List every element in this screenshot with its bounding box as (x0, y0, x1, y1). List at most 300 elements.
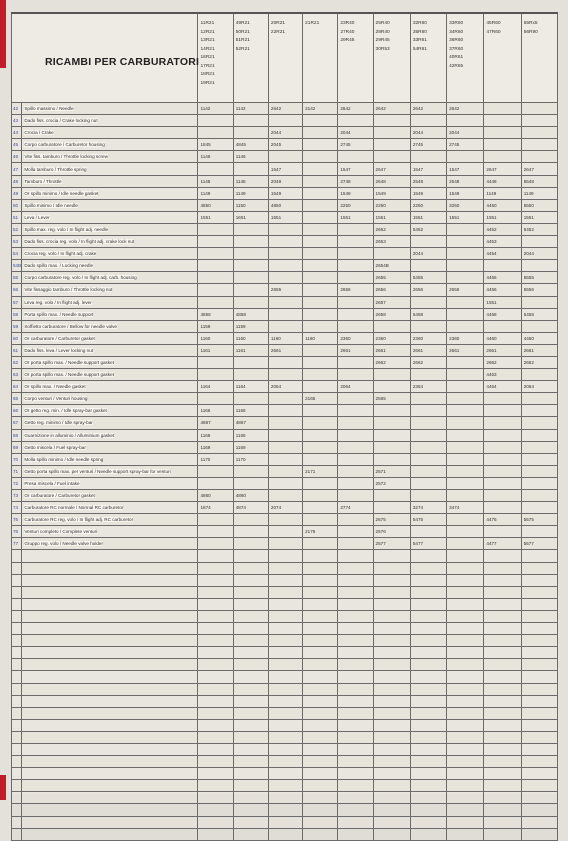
part-code-cell (521, 441, 557, 453)
row-description (22, 320, 198, 332)
table-row (12, 127, 558, 139)
part-code-cell: 2662 (521, 356, 557, 368)
part-code-cell (447, 526, 484, 538)
part-code-cell: 1149 (521, 187, 557, 199)
row-number: 52 (12, 223, 22, 235)
part-code-cell: 2656 (338, 284, 373, 296)
part-code-cell (484, 719, 521, 731)
description-text: Or spillo minimo / Idle needle gasket (24, 190, 99, 196)
column-size-label: 17R21 (200, 63, 215, 69)
part-code-cell (198, 526, 233, 538)
part-code-cell (303, 453, 338, 465)
description-text: Molla spillo minimo / Idle needle spring (24, 456, 104, 462)
part-code-cell: 2661 (268, 344, 302, 356)
part-code-cell (447, 417, 484, 429)
part-code-cell (521, 453, 557, 465)
row-number: 47 (12, 163, 22, 175)
part-code-cell (521, 598, 557, 610)
part-code-cell: 2657 (373, 296, 410, 308)
part-code-cell: 1149 (484, 187, 521, 199)
table-row (12, 695, 558, 707)
part-code-cell (268, 659, 302, 671)
row-number (12, 586, 22, 598)
part-code-cell (373, 562, 410, 574)
part-code-cell (268, 417, 302, 429)
part-code-cell (268, 538, 302, 550)
row-description (22, 550, 198, 562)
part-code-cell (373, 659, 410, 671)
part-code-cell (373, 598, 410, 610)
part-code-cell (268, 695, 302, 707)
part-code-cell (484, 768, 521, 780)
row-number: 69 (12, 441, 22, 453)
description-text: Corpo carburatore / Carburetor housing (24, 142, 105, 148)
row-number (12, 550, 22, 562)
row-description (22, 260, 198, 272)
description-text: Corpo venturi / Venturi housing (24, 396, 88, 402)
part-code-cell (268, 308, 302, 320)
part-code-cell (373, 610, 410, 622)
table-row (12, 477, 558, 489)
part-code-cell (447, 441, 484, 453)
part-code-cell (268, 236, 302, 248)
part-code-cell (268, 780, 302, 792)
part-code-cell (410, 453, 446, 465)
part-code-cell (338, 236, 373, 248)
part-code-cell (233, 598, 268, 610)
part-code-cell (338, 320, 373, 332)
column-size-label: 22R21 (270, 29, 286, 35)
part-code-cell (338, 550, 373, 562)
part-code-cell (198, 659, 233, 671)
description-text: Gruppo reg. volo / Needle valve holder (24, 541, 104, 547)
column-size-label: 35R60 (412, 29, 427, 35)
table-row (12, 151, 558, 163)
part-code-cell (233, 768, 268, 780)
row-description (22, 381, 198, 393)
part-code-cell (484, 151, 521, 163)
part-code-cell (373, 707, 410, 719)
part-code-cell (410, 393, 446, 405)
part-code-cell: 2048 (268, 175, 302, 187)
part-code-cell (233, 127, 268, 139)
part-code-cell: 2074 (268, 502, 302, 514)
description-text: Dado fiss. crocia / Crake locking nut (24, 118, 98, 124)
part-code-cell (447, 356, 484, 368)
part-code-cell (521, 115, 557, 127)
part-code-cell (268, 804, 302, 816)
part-code-cell (198, 804, 233, 816)
part-code-cell (521, 780, 557, 792)
part-code-cell (447, 804, 484, 816)
part-code-cell (447, 635, 484, 647)
part-code-cell (410, 792, 446, 804)
row-description (22, 719, 198, 731)
table-row (12, 490, 558, 502)
description-text: Spillo max. reg. volo / In flight adj. needle (24, 226, 109, 232)
part-code-cell: 4452 (484, 223, 521, 235)
row-number (12, 610, 22, 622)
part-code-cell: 3474 (447, 502, 484, 514)
column-header (410, 13, 446, 103)
part-code-cell (484, 465, 521, 477)
part-code-cell: 1168 (233, 429, 268, 441)
table-row (12, 211, 558, 223)
row-number: 42 (12, 103, 22, 115)
part-code-cell: 2662 (410, 356, 446, 368)
part-code-cell: 1168 (198, 429, 233, 441)
row-number (12, 683, 22, 695)
part-code-cell (268, 707, 302, 719)
part-code-cell (303, 127, 338, 139)
part-code-cell (338, 828, 373, 840)
part-code-cell: 2675 (373, 514, 410, 526)
part-code-cell (484, 804, 521, 816)
row-description (22, 369, 198, 381)
part-code-cell (338, 260, 373, 272)
part-code-cell (233, 284, 268, 296)
part-code-cell (521, 695, 557, 707)
row-description (22, 248, 198, 260)
part-code-cell (338, 647, 373, 659)
part-code-cell (484, 115, 521, 127)
part-code-cell: 2658 (373, 308, 410, 320)
row-number (12, 743, 22, 755)
part-code-cell: 2142 (303, 103, 338, 115)
part-code-cell (268, 623, 302, 635)
column-size-label: 21R21 (305, 21, 320, 26)
row-description (22, 393, 198, 405)
part-code-cell (373, 320, 410, 332)
part-code-cell: 2577 (373, 538, 410, 550)
part-code-cell (484, 393, 521, 405)
table-row (12, 284, 558, 296)
part-code-cell: 4858 (198, 308, 233, 320)
row-description (22, 187, 198, 199)
part-code-cell (447, 695, 484, 707)
part-code-cell (521, 320, 557, 332)
column-header (198, 13, 233, 103)
part-code-cell (521, 659, 557, 671)
part-code-cell (338, 635, 373, 647)
part-code-cell (233, 526, 268, 538)
column-header (484, 13, 521, 103)
part-code-cell (447, 598, 484, 610)
part-code-cell (484, 671, 521, 683)
part-code-cell (303, 828, 338, 840)
row-number: 46 (12, 151, 22, 163)
part-code-cell: 2576 (373, 526, 410, 538)
part-code-cell (521, 731, 557, 743)
part-code-cell: 4858 (233, 308, 268, 320)
part-code-cell: 4456 (484, 284, 521, 296)
part-code-cell (447, 151, 484, 163)
row-number: 76 (12, 526, 22, 538)
part-code-cell (198, 465, 233, 477)
row-number: 57 (12, 296, 22, 308)
part-code-cell (198, 647, 233, 659)
part-code-cell (521, 151, 557, 163)
table-row (12, 163, 558, 175)
row-number (12, 671, 22, 683)
row-number: 45 (12, 139, 22, 151)
part-code-cell: 1161 (233, 344, 268, 356)
part-code-cell: 4475 (484, 514, 521, 526)
row-description (22, 659, 198, 671)
part-code-cell: 5577 (521, 538, 557, 550)
description-text: Spillo massimo / Needle (24, 106, 74, 112)
part-code-cell: 5458 (521, 308, 557, 320)
row-description (22, 598, 198, 610)
table-row (12, 671, 558, 683)
row-description (22, 671, 198, 683)
part-code-cell (198, 707, 233, 719)
part-code-cell (521, 828, 557, 840)
part-code-cell (303, 272, 338, 284)
part-code-cell (521, 756, 557, 768)
part-code-cell (303, 490, 338, 502)
table-row (12, 562, 558, 574)
part-code-cell (198, 163, 233, 175)
table-row (12, 417, 558, 429)
row-number: 61 (12, 344, 22, 356)
part-code-cell: 1874 (198, 502, 233, 514)
row-number (12, 804, 22, 816)
table-row (12, 550, 558, 562)
column-size-label: 16R21 (200, 55, 215, 60)
row-number (12, 707, 22, 719)
part-code-cell: 4867 (233, 417, 268, 429)
row-description (22, 538, 198, 550)
part-code-cell (303, 356, 338, 368)
table-row (12, 792, 558, 804)
part-code-cell (410, 659, 446, 671)
row-number: 62 (12, 356, 22, 368)
column-size-label: 20R21 (270, 21, 286, 26)
row-description (22, 574, 198, 586)
part-code-cell (373, 647, 410, 659)
table-row (12, 260, 558, 272)
part-code-cell: 4845 (233, 139, 268, 151)
part-code-cell (521, 139, 557, 151)
part-code-cell (268, 405, 302, 417)
part-code-cell: 2661 (484, 344, 521, 356)
part-code-cell: 2745 (338, 139, 373, 151)
part-code-cell: 2045 (268, 139, 302, 151)
row-number (12, 635, 22, 647)
part-code-cell: 1551 (521, 211, 557, 223)
part-code-cell (338, 586, 373, 598)
part-code-cell (410, 695, 446, 707)
table-row (12, 828, 558, 840)
part-code-cell: 1170 (233, 453, 268, 465)
part-code-cell (484, 816, 521, 828)
part-code-cell (198, 393, 233, 405)
part-code-cell (338, 756, 373, 768)
part-code-cell (268, 296, 302, 308)
part-code-cell (373, 695, 410, 707)
row-description (22, 780, 198, 792)
part-code-cell (484, 429, 521, 441)
part-code-cell (268, 477, 302, 489)
table-row (12, 320, 558, 332)
part-code-cell (338, 453, 373, 465)
part-code-cell (303, 780, 338, 792)
row-number: 77 (12, 538, 22, 550)
part-code-cell (268, 719, 302, 731)
part-code-cell (447, 248, 484, 260)
row-number (12, 623, 22, 635)
row-number (12, 768, 22, 780)
part-code-cell (521, 103, 557, 115)
part-code-cell: 1551 (410, 211, 446, 223)
part-code-cell (484, 756, 521, 768)
part-code-cell (373, 139, 410, 151)
column-size-label: 14R21 (200, 46, 215, 52)
column-size-label: 33R60 (449, 21, 464, 26)
part-code-cell (198, 756, 233, 768)
part-code-cell: 4860 (198, 490, 233, 502)
part-code-cell (410, 623, 446, 635)
part-code-cell (303, 574, 338, 586)
row-number: 66 (12, 405, 22, 417)
part-code-cell (233, 816, 268, 828)
part-code-cell (303, 743, 338, 755)
part-code-cell (233, 623, 268, 635)
part-code-cell (410, 816, 446, 828)
table-row (12, 586, 558, 598)
row-description (22, 683, 198, 695)
row-description (22, 175, 198, 187)
part-code-cell (447, 828, 484, 840)
part-code-cell (484, 743, 521, 755)
part-code-cell (447, 610, 484, 622)
column-size-label: 54R61 (412, 46, 427, 52)
row-description (22, 356, 198, 368)
part-code-cell (373, 743, 410, 755)
column-header (303, 13, 338, 103)
part-code-cell (268, 768, 302, 780)
description-text: Guarnizione in alluminio / Alluminium gasket (24, 432, 115, 438)
part-code-cell: 4450 (484, 199, 521, 211)
part-code-cell (233, 828, 268, 840)
part-code-cell (268, 490, 302, 502)
part-code-cell (268, 635, 302, 647)
part-code-cell: 1148 (233, 175, 268, 187)
description-text: Spillo minimo / Idle needle (24, 202, 78, 208)
row-description (22, 526, 198, 538)
part-code-cell (410, 731, 446, 743)
part-code-cell (303, 731, 338, 743)
part-code-cell: 1159 (198, 320, 233, 332)
part-code-cell (373, 828, 410, 840)
part-code-cell (268, 272, 302, 284)
part-code-cell (484, 695, 521, 707)
table-row (12, 610, 558, 622)
row-description (22, 429, 198, 441)
part-code-cell (233, 574, 268, 586)
row-description (22, 768, 198, 780)
part-code-cell (373, 502, 410, 514)
part-code-cell (410, 296, 446, 308)
column-size-label: 42R65 (449, 63, 464, 69)
part-code-cell (338, 465, 373, 477)
part-code-cell (303, 417, 338, 429)
part-code-cell: 1551 (447, 211, 484, 223)
part-code-cell (373, 381, 410, 393)
part-code-cell (338, 308, 373, 320)
part-code-cell (521, 502, 557, 514)
part-code-cell (303, 707, 338, 719)
part-code-cell (303, 381, 338, 393)
description-text: Or spillo max. / Needle gasket (24, 384, 86, 390)
row-description (22, 272, 198, 284)
part-code-cell (373, 248, 410, 260)
part-code-cell (484, 127, 521, 139)
part-code-cell (373, 804, 410, 816)
part-code-cell (447, 308, 484, 320)
row-number: 49 (12, 187, 22, 199)
part-code-cell (447, 236, 484, 248)
part-code-cell (410, 743, 446, 755)
column-size-label: 29R45 (340, 38, 355, 43)
part-code-cell (521, 562, 557, 574)
part-code-cell (521, 804, 557, 816)
part-code-cell (484, 707, 521, 719)
part-code-cell (233, 538, 268, 550)
part-code-cell (373, 151, 410, 163)
part-code-cell (484, 526, 521, 538)
part-code-cell (303, 550, 338, 562)
part-code-cell (373, 780, 410, 792)
table-row (12, 175, 558, 187)
part-code-cell (303, 187, 338, 199)
part-code-cell (338, 743, 373, 755)
part-code-cell (303, 284, 338, 296)
part-code-cell (233, 659, 268, 671)
part-code-cell: 5477 (410, 538, 446, 550)
part-code-cell (484, 502, 521, 514)
description-text: Leva reg. volo / In flight adj. lever (24, 299, 92, 305)
part-code-cell (447, 320, 484, 332)
part-code-cell (484, 647, 521, 659)
part-code-cell (373, 127, 410, 139)
table-row (12, 453, 558, 465)
part-code-cell (268, 441, 302, 453)
part-code-cell (303, 538, 338, 550)
table-row (12, 272, 558, 284)
part-code-cell (268, 369, 302, 381)
column-size-label: 51R21 (235, 38, 250, 43)
part-code-cell: 1170 (198, 453, 233, 465)
part-code-cell (198, 719, 233, 731)
part-code-cell: 4867 (198, 417, 233, 429)
part-code-cell (303, 320, 338, 332)
row-description (22, 405, 198, 417)
description-text: Porta spillo max. / Needle support (24, 311, 94, 317)
part-code-cell: 2661 (521, 344, 557, 356)
column-header (521, 13, 557, 103)
column-size-label: 45R60 (486, 21, 501, 26)
part-code-cell (233, 586, 268, 598)
part-code-cell: 1160 (268, 332, 302, 344)
row-number (12, 659, 22, 671)
part-code-cell: 1166 (233, 405, 268, 417)
description-text: Soffietto carburatore / Bellow for needle valve (24, 323, 117, 329)
part-code-cell (233, 465, 268, 477)
part-code-cell (521, 743, 557, 755)
column-header (268, 13, 302, 103)
